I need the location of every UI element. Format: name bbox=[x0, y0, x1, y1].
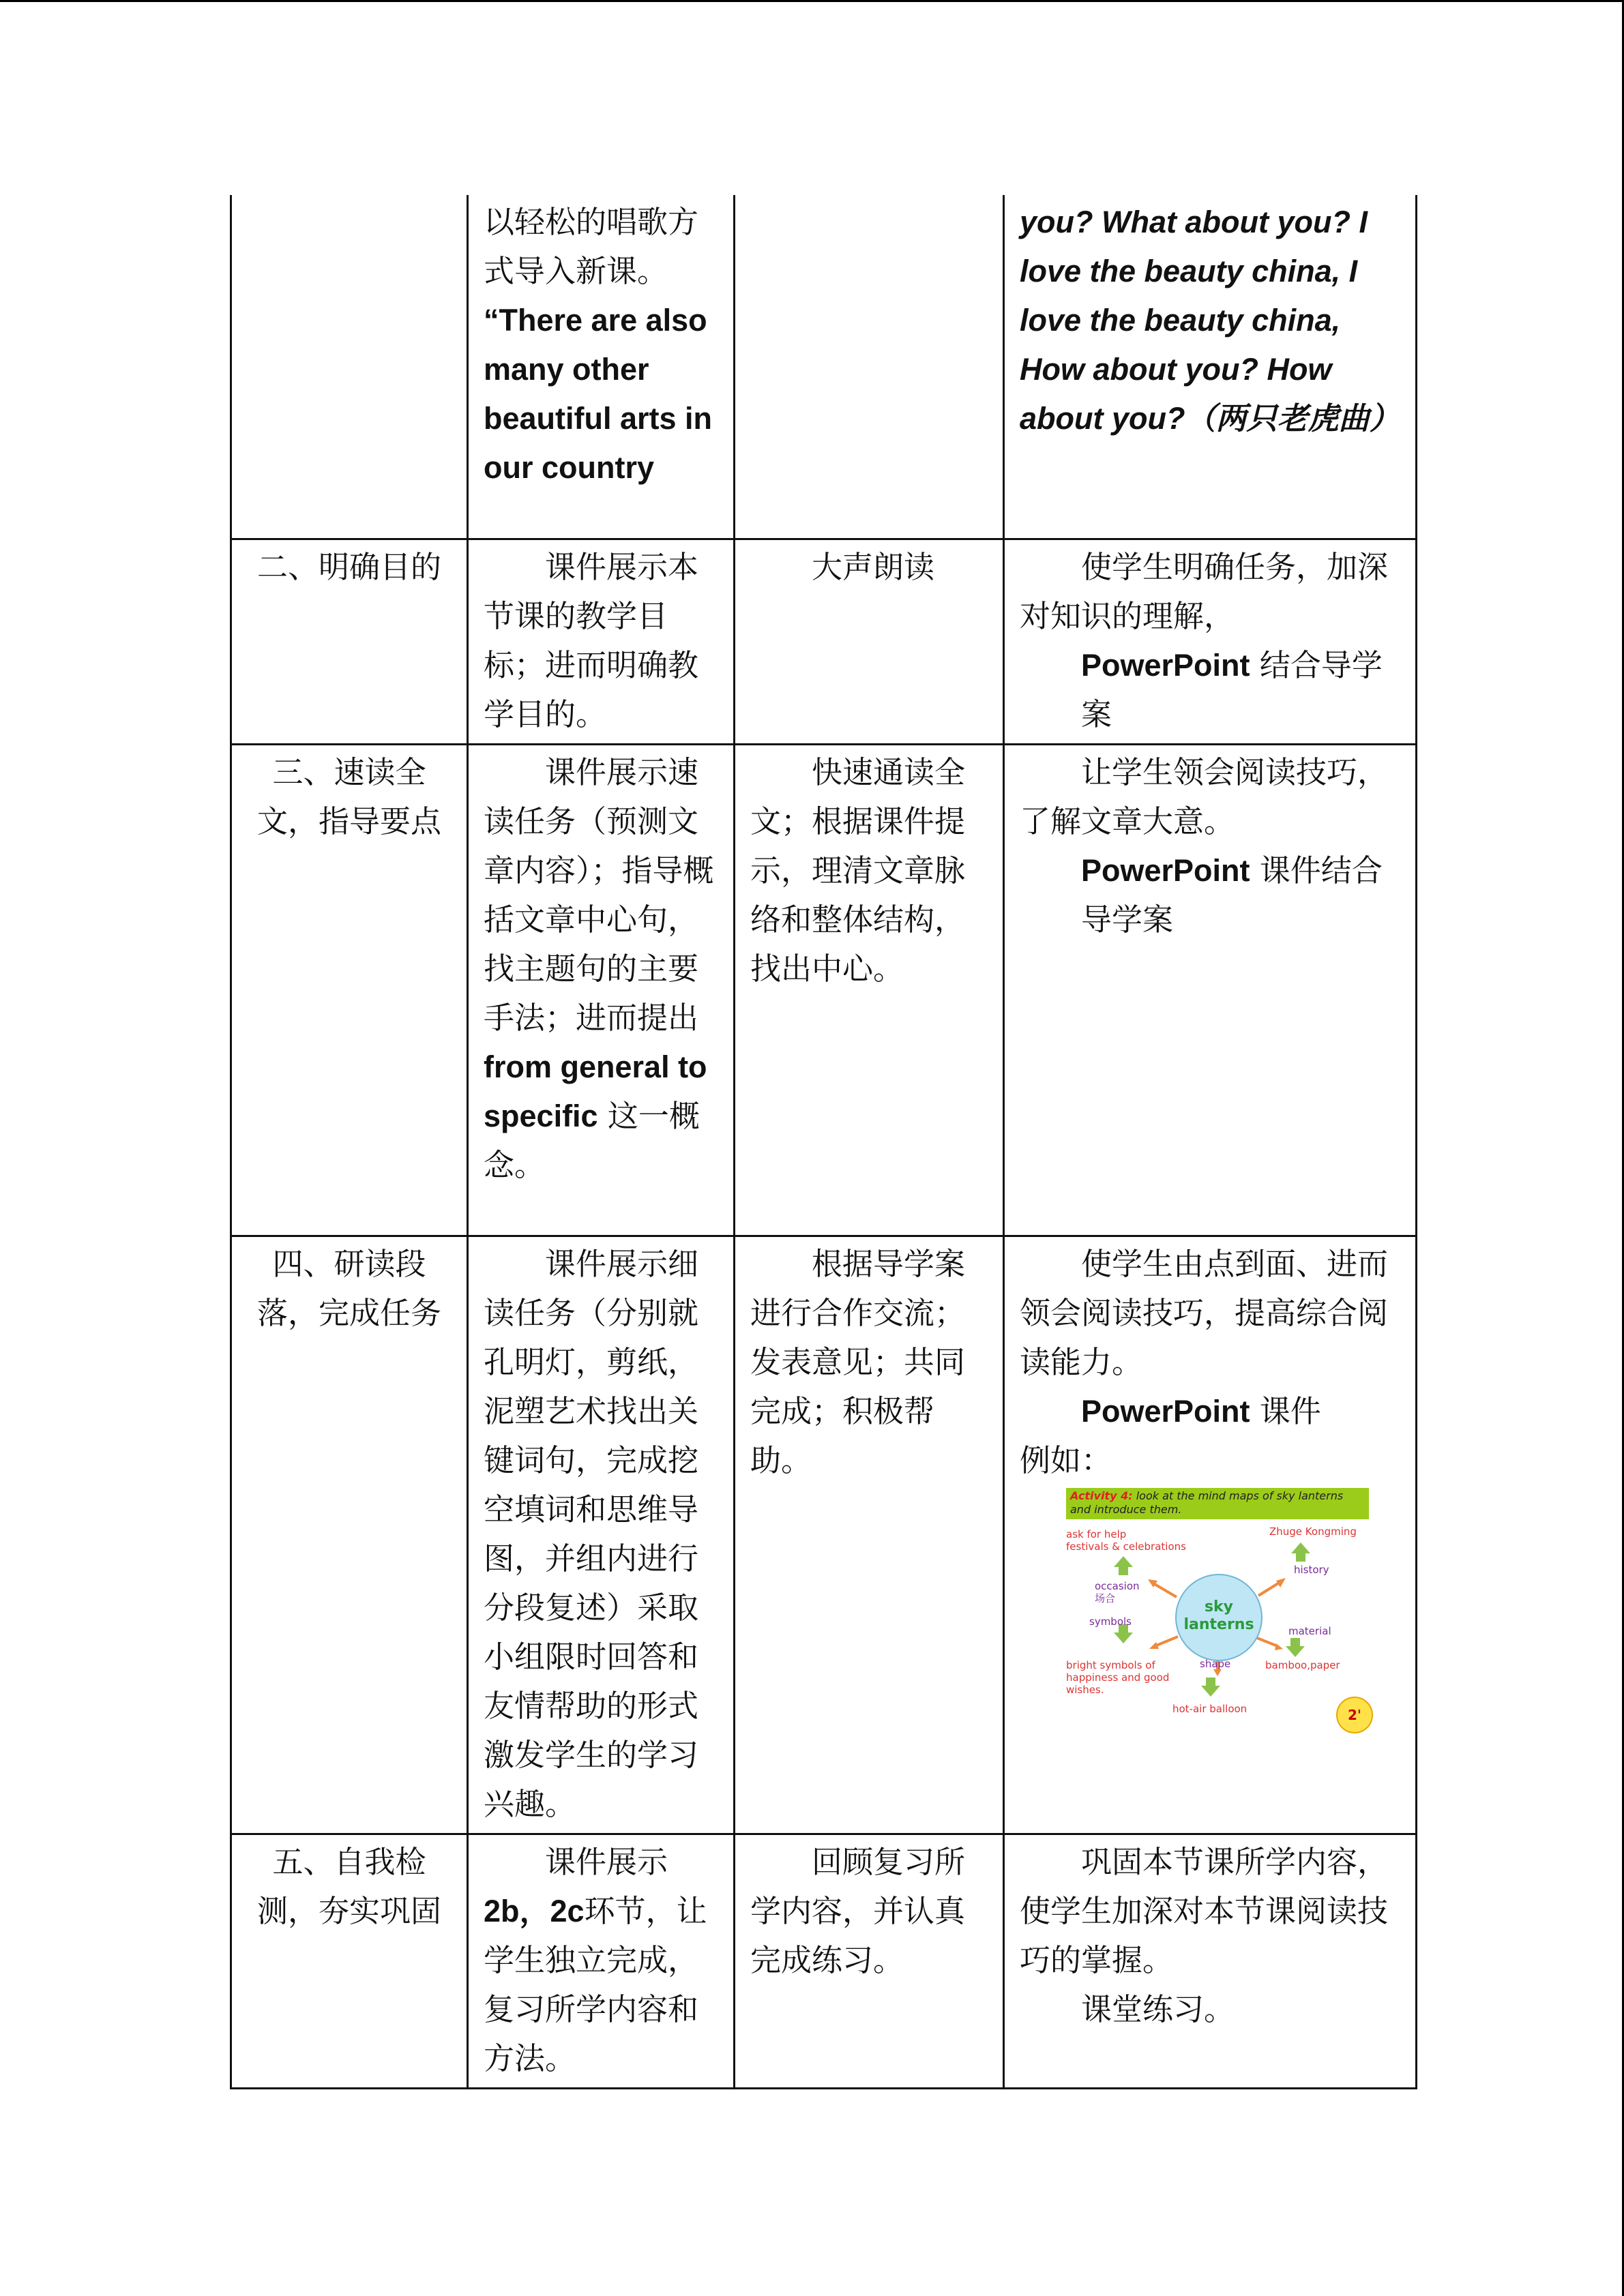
table-row bbox=[231, 744, 1417, 1236]
teacher-english-text: “There are also many other beautiful arts in our country bbox=[484, 303, 713, 485]
stage-cell: 四、研读段落，完成任务 bbox=[231, 1236, 468, 1834]
stage-cell: 三、速读全文，指导要点 bbox=[231, 744, 468, 1236]
lesson-plan-table bbox=[230, 195, 1417, 2089]
mind-map-header: Activity 4: look at the mind maps of sky lanterns and introduce them. bbox=[1066, 1488, 1369, 1519]
table-row bbox=[231, 539, 1417, 744]
stage-cell bbox=[231, 195, 468, 539]
teacher-text: 以轻松的唱歌方式导入新课。 bbox=[484, 204, 699, 289]
purpose-cell: 使学生明确任务，加深对知识的理解， PowerPoint 结合导学案 bbox=[1004, 539, 1417, 744]
teacher-activity-cell: 课件展示速读任务（预测文章内容）；指导概括文章中心句，找主题句的主要手法；进而提出from general to specific 这一概念。 bbox=[468, 744, 735, 1236]
purpose-cell: 巩固本节课所学内容，使学生加深对本节课阅读技巧的掌握。 课堂练习。 bbox=[1004, 1834, 1417, 2088]
teacher-activity-cell: 课件展示本节课的教学目标；进而明确教学目的。 bbox=[468, 539, 735, 744]
tool-name: PowerPoint bbox=[1081, 1393, 1250, 1429]
purpose-cell: 让学生领会阅读技巧，了解文章大意。 PowerPoint 课件结合导学案 bbox=[1004, 744, 1417, 1236]
mind-map-center-node: sky lanterns bbox=[1175, 1574, 1263, 1661]
table-row bbox=[231, 1236, 1417, 1834]
song-lyrics-text: you? What about you? I love the beauty china, I love the beauty china, How about you? How about you?（两只老虎曲） bbox=[1020, 205, 1400, 436]
student-activity-cell bbox=[735, 195, 1004, 539]
table-row bbox=[231, 1834, 1417, 2088]
student-activity-cell: 快速通读全文；根据课件提示，理清文章脉络和整体结构，找出中心。 bbox=[735, 744, 1004, 1236]
teacher-activity-cell: 课件展示细读任务（分别就孔明灯，剪纸，泥塑艺术找出关键词句，完成挖空填词和思维导图，并组内进行分段复述）采取小组限时回答和友情帮助的形式激发学生的学习兴趣。 bbox=[468, 1236, 735, 1834]
purpose-cell bbox=[1004, 195, 1417, 539]
student-activity-cell: 回顾复习所学内容，并认真完成练习。 bbox=[735, 1834, 1004, 2088]
student-activity-cell: 大声朗读 bbox=[735, 539, 1004, 744]
tool-name: PowerPoint bbox=[1081, 647, 1250, 683]
tool-name: PowerPoint bbox=[1081, 852, 1250, 888]
time-badge: 2' bbox=[1336, 1697, 1373, 1733]
teacher-activity-cell bbox=[468, 195, 735, 539]
student-activity-cell: 根据导学案进行合作交流；发表意见；共同完成；积极帮助。 bbox=[735, 1236, 1004, 1834]
page-top-border bbox=[0, 0, 1624, 2]
teacher-activity-cell: 课件展示 2b，2c环节，让学生独立完成，复习所学内容和方法。 bbox=[468, 1834, 735, 2088]
stage-cell: 二、明确目的 bbox=[231, 539, 468, 744]
sky-lanterns-mind-map: Activity 4: look at the mind maps of sky lanterns and introduce them. sky lanterns ask for help festivals & celebrations occasion 场合 symbols bright symbols of happiness and good wishes. Zhuge Kongming history material bamboo,paper shape hot-air balloon 2' bbox=[1061, 1488, 1374, 1740]
table-row bbox=[231, 195, 1417, 539]
purpose-cell: 使学生由点到面、进而领会阅读技巧，提高综合阅读能力。 PowerPoint 课件 例如： Activity 4: look at the mind maps of sky lanterns and introduce them. sky lanterns ask for help festivals & celebrations occasion 场合 symbols bright symbols of happiness and good wishes. Zhuge Kongming history material bamboo,paper shape hot-air balloon 2' bbox=[1004, 1236, 1417, 1834]
stage-cell: 五、自我检测，夯实巩固 bbox=[231, 1834, 468, 2088]
